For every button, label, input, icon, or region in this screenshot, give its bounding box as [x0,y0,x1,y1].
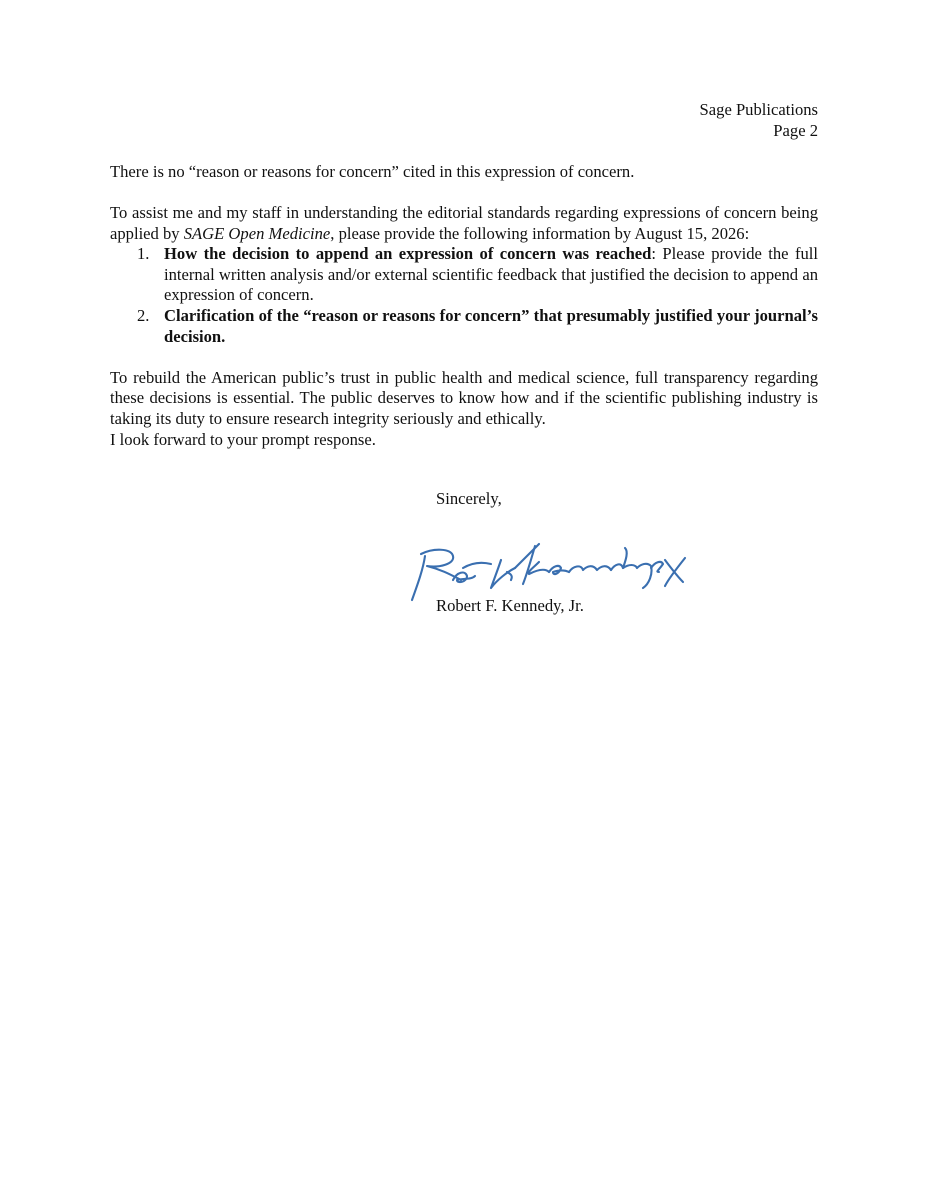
request-number: 2. [137,305,150,325]
intro-text-before: To assist me and my staff in understanding the editorial standards regarding expressions of concern being applied by [110,202,818,243]
paragraph-no-reason: There is no “reason or reasons for concern” cited in this expression of concern. [110,161,635,181]
request-heading: Clarification of the “reason or reasons for concern” that presumably justified your journal’s decision. [164,305,818,346]
spacer [110,347,818,368]
request-list [110,244,818,347]
request-item-2 [110,306,818,347]
paragraph-request-intro [110,203,818,244]
request-item-1 [110,244,818,306]
intro-text-after: , please provide the following information by August 15, 2026: [330,223,750,243]
signer-name: Robert F. Kennedy, Jr. [436,596,584,615]
spacer [110,182,818,203]
spacer [110,141,818,162]
letter-header [110,100,818,141]
paragraph-prompt-response: I look forward to your prompt response. [110,429,376,449]
request-heading: How the decision to append an expression of concern was reached [164,244,652,264]
signature-strokes [412,544,685,600]
letter-page [110,100,818,450]
closing-salutation: Sincerely, [436,489,502,508]
handwritten-signature [403,540,693,604]
paragraph-transparency: To rebuild the American public’s trust in public health and medical science, full transparency regarding these decisions is essential. The public deserves to know how and if the scientific publishing industry is taking its duty to ensure research integrity seriously and ethically. [110,367,818,428]
page-number: Page 2 [773,120,818,140]
journal-name: SAGE Open Medicine [183,223,331,243]
recipient-name: Sage Publications [699,100,818,119]
request-number: 1. [137,244,150,264]
request-details: : Please provide the full internal written analysis and/or external scientific feedback that justified the decision to append an expression of concern. [164,244,818,305]
